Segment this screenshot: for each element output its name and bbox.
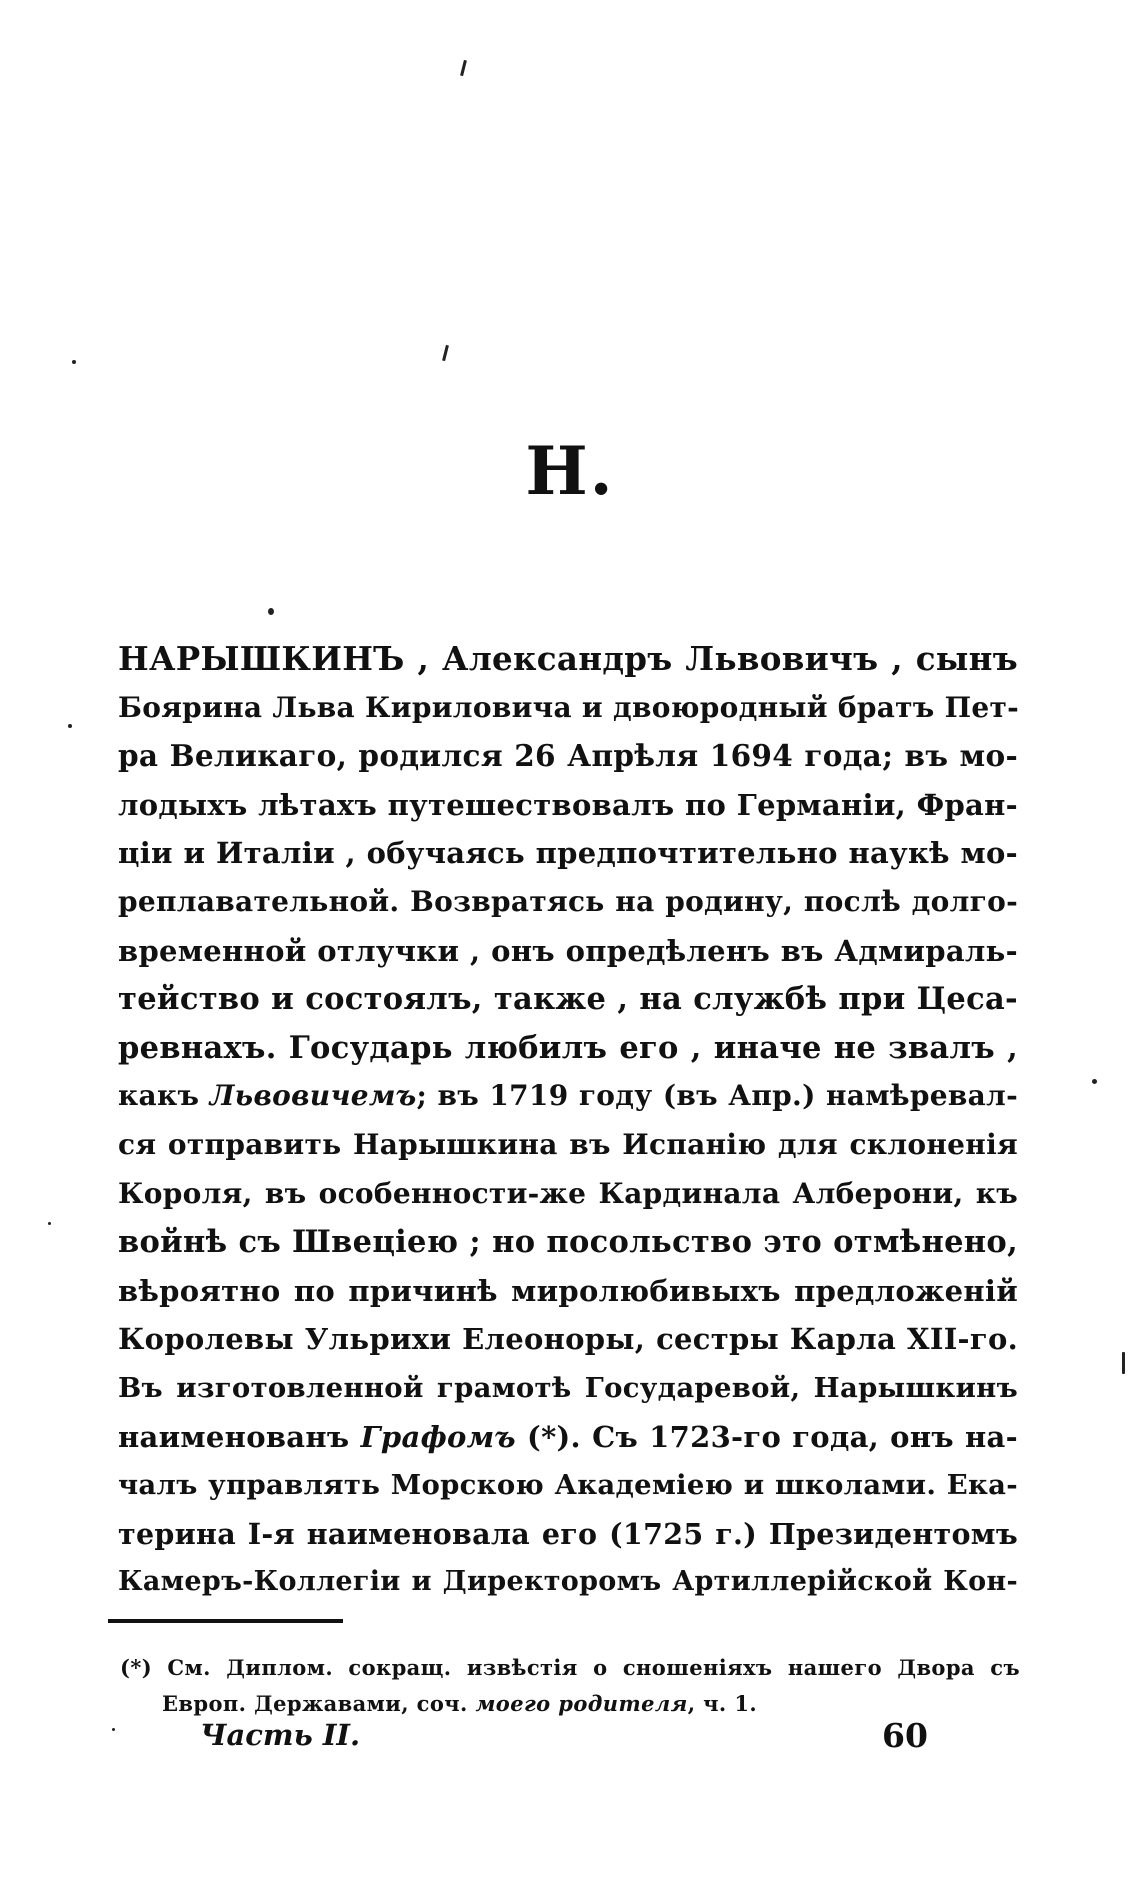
italic-name: Львовичемъ — [209, 1079, 417, 1113]
text-line: временной отлучки , онъ опредѣленъ въ Адмираль- — [118, 933, 1018, 968]
scan-speck — [460, 60, 467, 76]
section-heading: Н. — [525, 432, 615, 510]
text-line-with-italic — [118, 1072, 1018, 1121]
text-segment: (*). Съ 1723-го года, онъ на- — [515, 1419, 1018, 1454]
scan-speck — [112, 1728, 115, 1731]
italic-phrase: моего родителя — [475, 1691, 688, 1716]
text-line: реплавательной. Возвратясь на родину, послѣ долго- — [118, 884, 1018, 918]
scan-speck — [1092, 1079, 1097, 1084]
text-line: вѣроятно по причинѣ миролюбивыхъ предложеній — [118, 1273, 1018, 1308]
text-line: ра Великаго, родился 26 Апрѣля 1694 года; въ мо- — [118, 738, 1018, 774]
scan-speck — [1122, 1352, 1125, 1374]
text-segment: наименованъ — [118, 1419, 361, 1454]
text-line: тейство и состоялъ, также , на службѣ при Цеса- — [118, 981, 1018, 1018]
text-line: Камеръ-Коллегіи и Директоромъ Артиллерійской Кон- — [118, 1566, 1018, 1598]
text-segment: ; въ 1719 году (въ Апр.) намѣревал- — [416, 1079, 1018, 1113]
italic-title: Графомъ — [360, 1419, 516, 1454]
text-line: Короля, въ особенности-же Кардинала Алберони, къ — [118, 1176, 1018, 1210]
scan-speck — [68, 724, 72, 728]
page-number: 60 — [882, 1716, 928, 1755]
scan-speck — [72, 360, 76, 364]
text-segment: Европ. Державами, соч. — [162, 1691, 476, 1716]
text-line: ціи и Италіи , обучаясь предпочтительно наукѣ мо- — [118, 836, 1018, 871]
text-line: лодыхъ лѣтахъ путешествовалъ по Германіи, Фран- — [118, 787, 1018, 822]
text-line: НАРЫШКИНЪ , Александръ Львовичъ , сынъ — [118, 639, 1018, 678]
text-line: войнѣ съ Швеціею ; но посольство это отмѣнено, — [118, 1224, 1018, 1261]
footnote-divider — [108, 1619, 343, 1623]
text-segment: , ч. 1. — [687, 1691, 758, 1716]
body-text — [118, 635, 1018, 1607]
signature-mark: Часть II. — [200, 1718, 361, 1752]
text-line: ся отправить Нарышкина въ Испанію для склоненія — [118, 1127, 1018, 1161]
text-line: терина I-я наименовала его (1725 г.) Президентомъ — [118, 1516, 1018, 1551]
text-line: Въ изготовленной грамотѣ Государевой, Нарышкинъ — [118, 1371, 1018, 1404]
footnote — [120, 1650, 1020, 1722]
text-line: Боярина Льва Кириловича и двоюродный братъ Пет- — [118, 690, 1020, 724]
scan-speck — [48, 1222, 51, 1225]
text-segment: какъ — [118, 1079, 210, 1113]
footnote-line: (*) См. Диплом. сокращ. извѣстія о сношеніяхъ нашего Двора съ — [120, 1655, 1020, 1680]
scan-speck — [268, 608, 274, 615]
text-line: чалъ управлять Морскою Академіею и школами. Ека- — [118, 1469, 1018, 1502]
text-line: Королевы Ульрихи Елеоноры, сестры Карла XII-го. — [118, 1322, 1018, 1357]
text-line-with-italic — [118, 1413, 1018, 1462]
scan-speck — [442, 345, 449, 361]
text-line: ревнахъ. Государь любилъ его , иначе не звалъ , — [118, 1029, 1018, 1066]
